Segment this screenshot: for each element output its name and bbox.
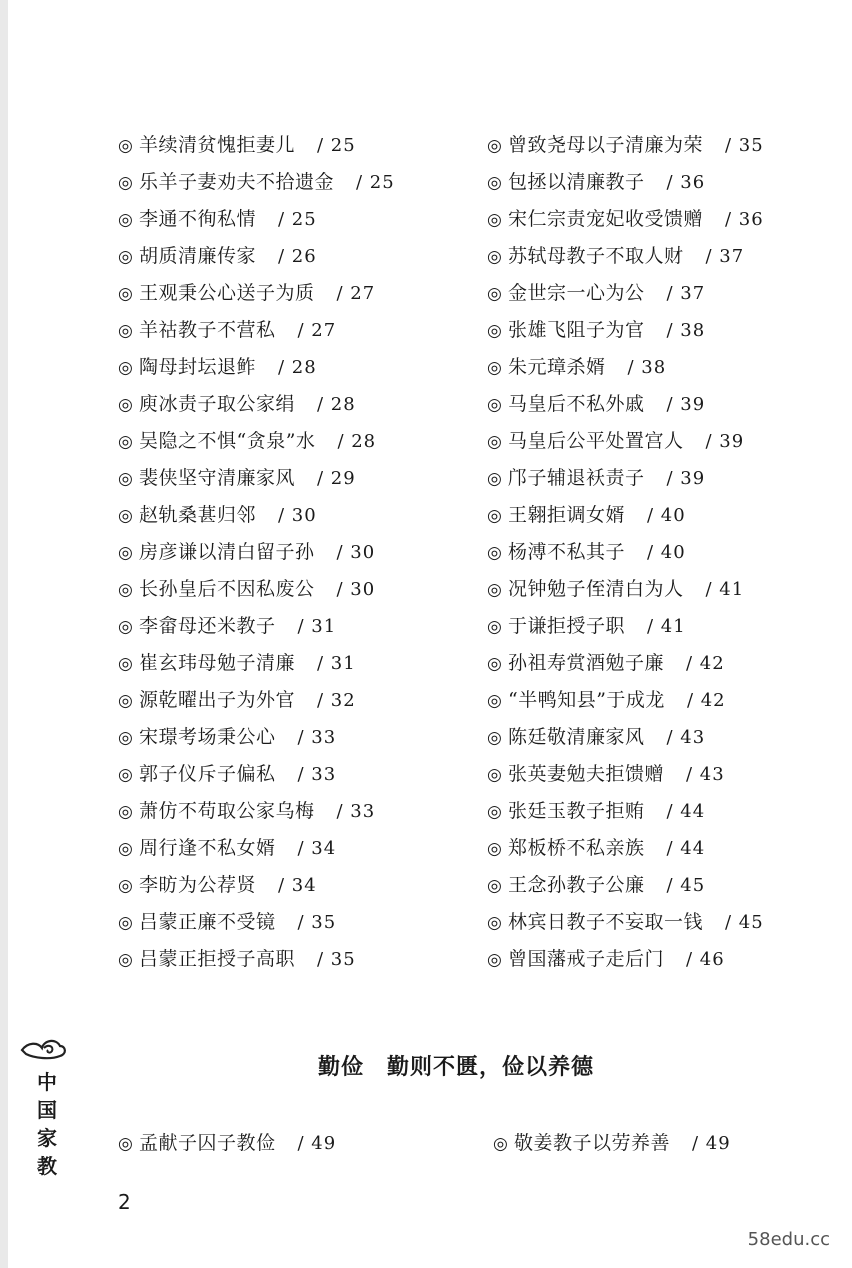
bullet-icon: ◎ (118, 1134, 134, 1154)
bullet-icon: ◎ (118, 654, 134, 674)
toc-entry-title: 张雄飞阻子为官 (508, 319, 645, 341)
toc-entry (118, 682, 395, 719)
bullet-icon: ◎ (487, 395, 503, 415)
bullet-icon: ◎ (118, 876, 134, 896)
bullet-icon: ◎ (118, 469, 134, 489)
toc-entry (118, 349, 395, 386)
toc-entry-page: / 35 (297, 912, 337, 933)
toc-entry-page: / 27 (336, 283, 376, 304)
bullet-icon: ◎ (487, 580, 503, 600)
toc-entry-title: 羊续清贫愧拒妻儿 (139, 134, 296, 156)
bullet-icon: ◎ (487, 728, 503, 748)
toc-entry (118, 793, 395, 830)
bullet-icon: ◎ (487, 950, 503, 970)
toc-entry-title: 王翱拒调女婿 (508, 504, 626, 526)
toc-entry (487, 719, 764, 756)
toc-entry-title: 胡质清廉传家 (139, 245, 257, 267)
bullet-icon: ◎ (118, 543, 134, 563)
bullet-icon: ◎ (487, 469, 503, 489)
toc-entry-title: 苏轼母教子不取人财 (508, 245, 684, 267)
bullet-icon: ◎ (487, 210, 503, 230)
toc-entry-page: / 40 (647, 542, 686, 563)
toc-entry-title: 宋璟考场秉公心 (139, 726, 276, 748)
toc-entry (487, 349, 764, 386)
cloud-ornament-icon (20, 1032, 68, 1062)
toc-entry-title: 庾冰责子取公家绢 (139, 393, 296, 415)
toc-entry-page: / 33 (297, 727, 337, 748)
toc-entry (487, 497, 764, 534)
toc-entry (118, 608, 395, 645)
toc-entry-title: 李昉为公荐贤 (139, 874, 257, 896)
toc-entry-page: / 34 (297, 838, 337, 859)
toc-entry (118, 1125, 336, 1162)
toc-left-column (118, 127, 395, 978)
toc-entry-title: 王念孙教子公廉 (508, 874, 645, 896)
toc-entry-page: / 39 (666, 468, 706, 489)
toc-entry-title: 敬姜教子以劳养善 (514, 1132, 671, 1154)
toc-entry-page: / 44 (666, 801, 706, 822)
toc-entry-page: / 49 (297, 1133, 337, 1154)
toc-entry-page: / 44 (666, 838, 706, 859)
toc-entry-page: / 49 (692, 1133, 731, 1154)
toc-entry-title: 房彦谦以清白留子孙 (139, 541, 315, 563)
toc-entry (487, 238, 764, 275)
toc-entry-page: / 37 (705, 246, 745, 267)
toc-entry (118, 201, 395, 238)
toc-entry (487, 127, 764, 164)
toc-entry-title: 邝子辅退袄责子 (508, 467, 645, 489)
toc-entry-title: 于谦拒授子职 (508, 615, 626, 637)
bullet-icon: ◎ (118, 395, 134, 415)
toc-entry-title: 周行逢不私女婿 (139, 837, 276, 859)
toc-entry-title: 陶母封坛退鲊 (139, 356, 257, 378)
toc-entry (118, 127, 395, 164)
toc-entry (118, 423, 395, 460)
toc-entry-title: 曾国藩戒子走后门 (508, 948, 665, 970)
page-number: 2 (118, 1190, 131, 1214)
toc-entry (487, 830, 764, 867)
toc-entry (118, 904, 395, 941)
bullet-icon: ◎ (487, 765, 503, 785)
toc-entry-title: 吕蒙正廉不受镜 (139, 911, 276, 933)
toc-entry (493, 1125, 731, 1162)
toc-entry (487, 608, 764, 645)
toc-entry-page: / 35 (317, 949, 356, 970)
toc-entry-title: 张英妻勉夫拒馈赠 (508, 763, 665, 785)
toc-entry-page: / 25 (317, 135, 356, 156)
toc-entry (118, 534, 395, 571)
bullet-icon: ◎ (118, 580, 134, 600)
toc-entry-page: / 31 (317, 653, 356, 674)
toc-entry-page: / 28 (337, 431, 377, 452)
toc-entry-title: 马皇后不私外戚 (508, 393, 645, 415)
bullet-icon: ◎ (118, 247, 134, 267)
toc-entry-title: 宋仁宗责宠妃收受馈赠 (508, 208, 704, 230)
toc-right-column (487, 127, 764, 978)
toc-entry (118, 830, 395, 867)
bullet-icon: ◎ (118, 506, 134, 526)
bullet-icon: ◎ (487, 321, 503, 341)
toc-entry-title: 裴侠坚守清廉家风 (139, 467, 296, 489)
toc-entry-page: / 28 (317, 394, 356, 415)
toc-entry (487, 941, 764, 978)
bullet-icon: ◎ (487, 432, 503, 452)
toc-entry (118, 386, 395, 423)
bullet-icon: ◎ (118, 210, 134, 230)
toc-entry-page: / 35 (725, 135, 764, 156)
section-left-column (118, 1125, 336, 1162)
toc-entry (118, 571, 395, 608)
toc-entry-page: / 42 (686, 690, 726, 711)
toc-entry-title: 羊祜教子不营私 (139, 319, 276, 341)
toc-entry-title: 王观秉公心送子为质 (139, 282, 315, 304)
toc-entry-page: / 27 (297, 320, 337, 341)
toc-entry-title: 崔玄玮母勉子清廉 (139, 652, 296, 674)
toc-entry-title: 李畲母还米教子 (139, 615, 276, 637)
side-label-char: 家 (37, 1126, 57, 1150)
toc-entry-page: / 41 (705, 579, 745, 600)
toc-entry (487, 460, 764, 497)
toc-entry-title: 李通不徇私情 (139, 208, 257, 230)
toc-entry-page: / 38 (627, 357, 667, 378)
toc-entry (118, 719, 395, 756)
bullet-icon: ◎ (487, 839, 503, 859)
toc-entry-title: 郑板桥不私亲族 (508, 837, 645, 859)
toc-entry (118, 941, 395, 978)
toc-entry (487, 756, 764, 793)
toc-entry-page: / 28 (278, 357, 317, 378)
toc-entry (118, 645, 395, 682)
toc-entry (118, 756, 395, 793)
bullet-icon: ◎ (487, 543, 503, 563)
toc-entry-title: 金世宗一心为公 (508, 282, 645, 304)
bullet-icon: ◎ (118, 617, 134, 637)
bullet-icon: ◎ (487, 358, 503, 378)
toc-entry-page: / 43 (686, 764, 725, 785)
bullet-icon: ◎ (118, 432, 134, 452)
toc-entry-page: / 34 (278, 875, 317, 896)
toc-entry-page: / 39 (666, 394, 706, 415)
bullet-icon: ◎ (118, 284, 134, 304)
watermark-text: 58edu.cc (747, 1229, 830, 1250)
toc-entry-page: / 26 (278, 246, 317, 267)
toc-entry-page: / 45 (666, 875, 706, 896)
bullet-icon: ◎ (118, 728, 134, 748)
toc-entry-title: 吕蒙正拒授子高职 (139, 948, 296, 970)
section-right-column (493, 1125, 731, 1162)
bullet-icon: ◎ (118, 691, 134, 711)
bullet-icon: ◎ (118, 358, 134, 378)
side-label-char: 教 (37, 1154, 57, 1178)
bullet-icon: ◎ (487, 691, 503, 711)
toc-entry-title: 孙祖寿赏酒勉子廉 (508, 652, 665, 674)
series-side-label (33, 1068, 61, 1180)
toc-entry (487, 682, 764, 719)
toc-entry-title: 林宾日教子不妄取一钱 (508, 911, 704, 933)
bullet-icon: ◎ (118, 173, 134, 193)
bullet-icon: ◎ (118, 136, 134, 156)
toc-entry-title: 郭子仪斥子偏私 (139, 763, 276, 785)
toc-entry-page: / 29 (317, 468, 356, 489)
toc-entry-title: 长孙皇后不因私废公 (139, 578, 315, 600)
toc-entry (487, 534, 764, 571)
toc-entry (487, 645, 764, 682)
bullet-icon: ◎ (118, 321, 134, 341)
toc-entry-title: 吴隐之不惧“贪泉”水 (139, 430, 316, 452)
toc-entry-page: / 31 (297, 616, 337, 637)
toc-entry-title: 包拯以清廉教子 (508, 171, 645, 193)
toc-entry-title: 张廷玉教子拒贿 (508, 800, 645, 822)
toc-entry-title: 乐羊子妻劝夫不拾遗金 (139, 171, 335, 193)
toc-entry-page: / 30 (278, 505, 317, 526)
toc-entry (118, 497, 395, 534)
toc-entry-page: / 33 (336, 801, 376, 822)
toc-entry-title: 源乾曜出子为外官 (139, 689, 296, 711)
toc-entry-page: / 36 (725, 209, 764, 230)
toc-entry-page: / 36 (666, 172, 706, 193)
toc-entry (487, 793, 764, 830)
bullet-icon: ◎ (487, 173, 503, 193)
toc-entry (487, 312, 764, 349)
toc-entry-page: / 37 (666, 283, 706, 304)
toc-entry-page: / 30 (336, 542, 376, 563)
bullet-icon: ◎ (493, 1134, 509, 1154)
bullet-icon: ◎ (118, 913, 134, 933)
side-label-char: 国 (37, 1098, 57, 1122)
toc-entry (487, 867, 764, 904)
toc-entry (487, 201, 764, 238)
toc-entry (118, 164, 395, 201)
toc-entry (487, 386, 764, 423)
toc-entry-page: / 39 (705, 431, 745, 452)
toc-entry-page: / 43 (666, 727, 706, 748)
toc-entry-title: 朱元璋杀婿 (508, 356, 606, 378)
bullet-icon: ◎ (118, 839, 134, 859)
toc-entry-title: 杨溥不私其子 (508, 541, 626, 563)
toc-entry-page: / 42 (686, 653, 725, 674)
bullet-icon: ◎ (118, 765, 134, 785)
toc-entry-title: 陈廷敬清廉家风 (508, 726, 645, 748)
side-label-char: 中 (37, 1070, 57, 1094)
toc-entry (487, 904, 764, 941)
toc-entry (118, 275, 395, 312)
toc-entry (118, 238, 395, 275)
bullet-icon: ◎ (487, 654, 503, 674)
section-heading: 勤俭 勤则不匮，俭以养德 (317, 1055, 594, 1080)
toc-entry-page: / 46 (686, 949, 725, 970)
toc-entry-title: 曾致尧母以子清廉为荣 (508, 134, 704, 156)
toc-entry-title: 赵轨桑葚归邻 (139, 504, 257, 526)
bullet-icon: ◎ (118, 802, 134, 822)
toc-entry (118, 867, 395, 904)
bullet-icon: ◎ (487, 284, 503, 304)
bullet-icon: ◎ (487, 247, 503, 267)
toc-entry (487, 164, 764, 201)
toc-entry-page: / 32 (317, 690, 356, 711)
toc-entry-title: “半鸭知县”于成龙 (508, 689, 665, 711)
toc-entry-title: 孟献子囚子教俭 (139, 1132, 276, 1154)
toc-entry-page: / 33 (297, 764, 337, 785)
toc-entry (487, 423, 764, 460)
toc-entry (118, 312, 395, 349)
toc-entry-page: / 40 (647, 505, 686, 526)
toc-entry-page: / 30 (336, 579, 376, 600)
toc-entry-title: 马皇后公平处置宫人 (508, 430, 684, 452)
toc-entry-title: 况钟勉子侄清白为人 (508, 578, 684, 600)
bullet-icon: ◎ (487, 617, 503, 637)
toc-entry (118, 460, 395, 497)
toc-entry (487, 275, 764, 312)
toc-entry-page: / 38 (666, 320, 706, 341)
bullet-icon: ◎ (487, 136, 503, 156)
toc-entry-page: / 41 (647, 616, 686, 637)
bullet-icon: ◎ (487, 506, 503, 526)
toc-entry (487, 571, 764, 608)
bullet-icon: ◎ (487, 913, 503, 933)
toc-entry-page: / 25 (278, 209, 317, 230)
bullet-icon: ◎ (118, 950, 134, 970)
bullet-icon: ◎ (487, 802, 503, 822)
toc-entry-title: 萧仿不苟取公家乌梅 (139, 800, 315, 822)
toc-entry-page: / 45 (725, 912, 764, 933)
bullet-icon: ◎ (487, 876, 503, 896)
toc-entry-page: / 25 (356, 172, 395, 193)
